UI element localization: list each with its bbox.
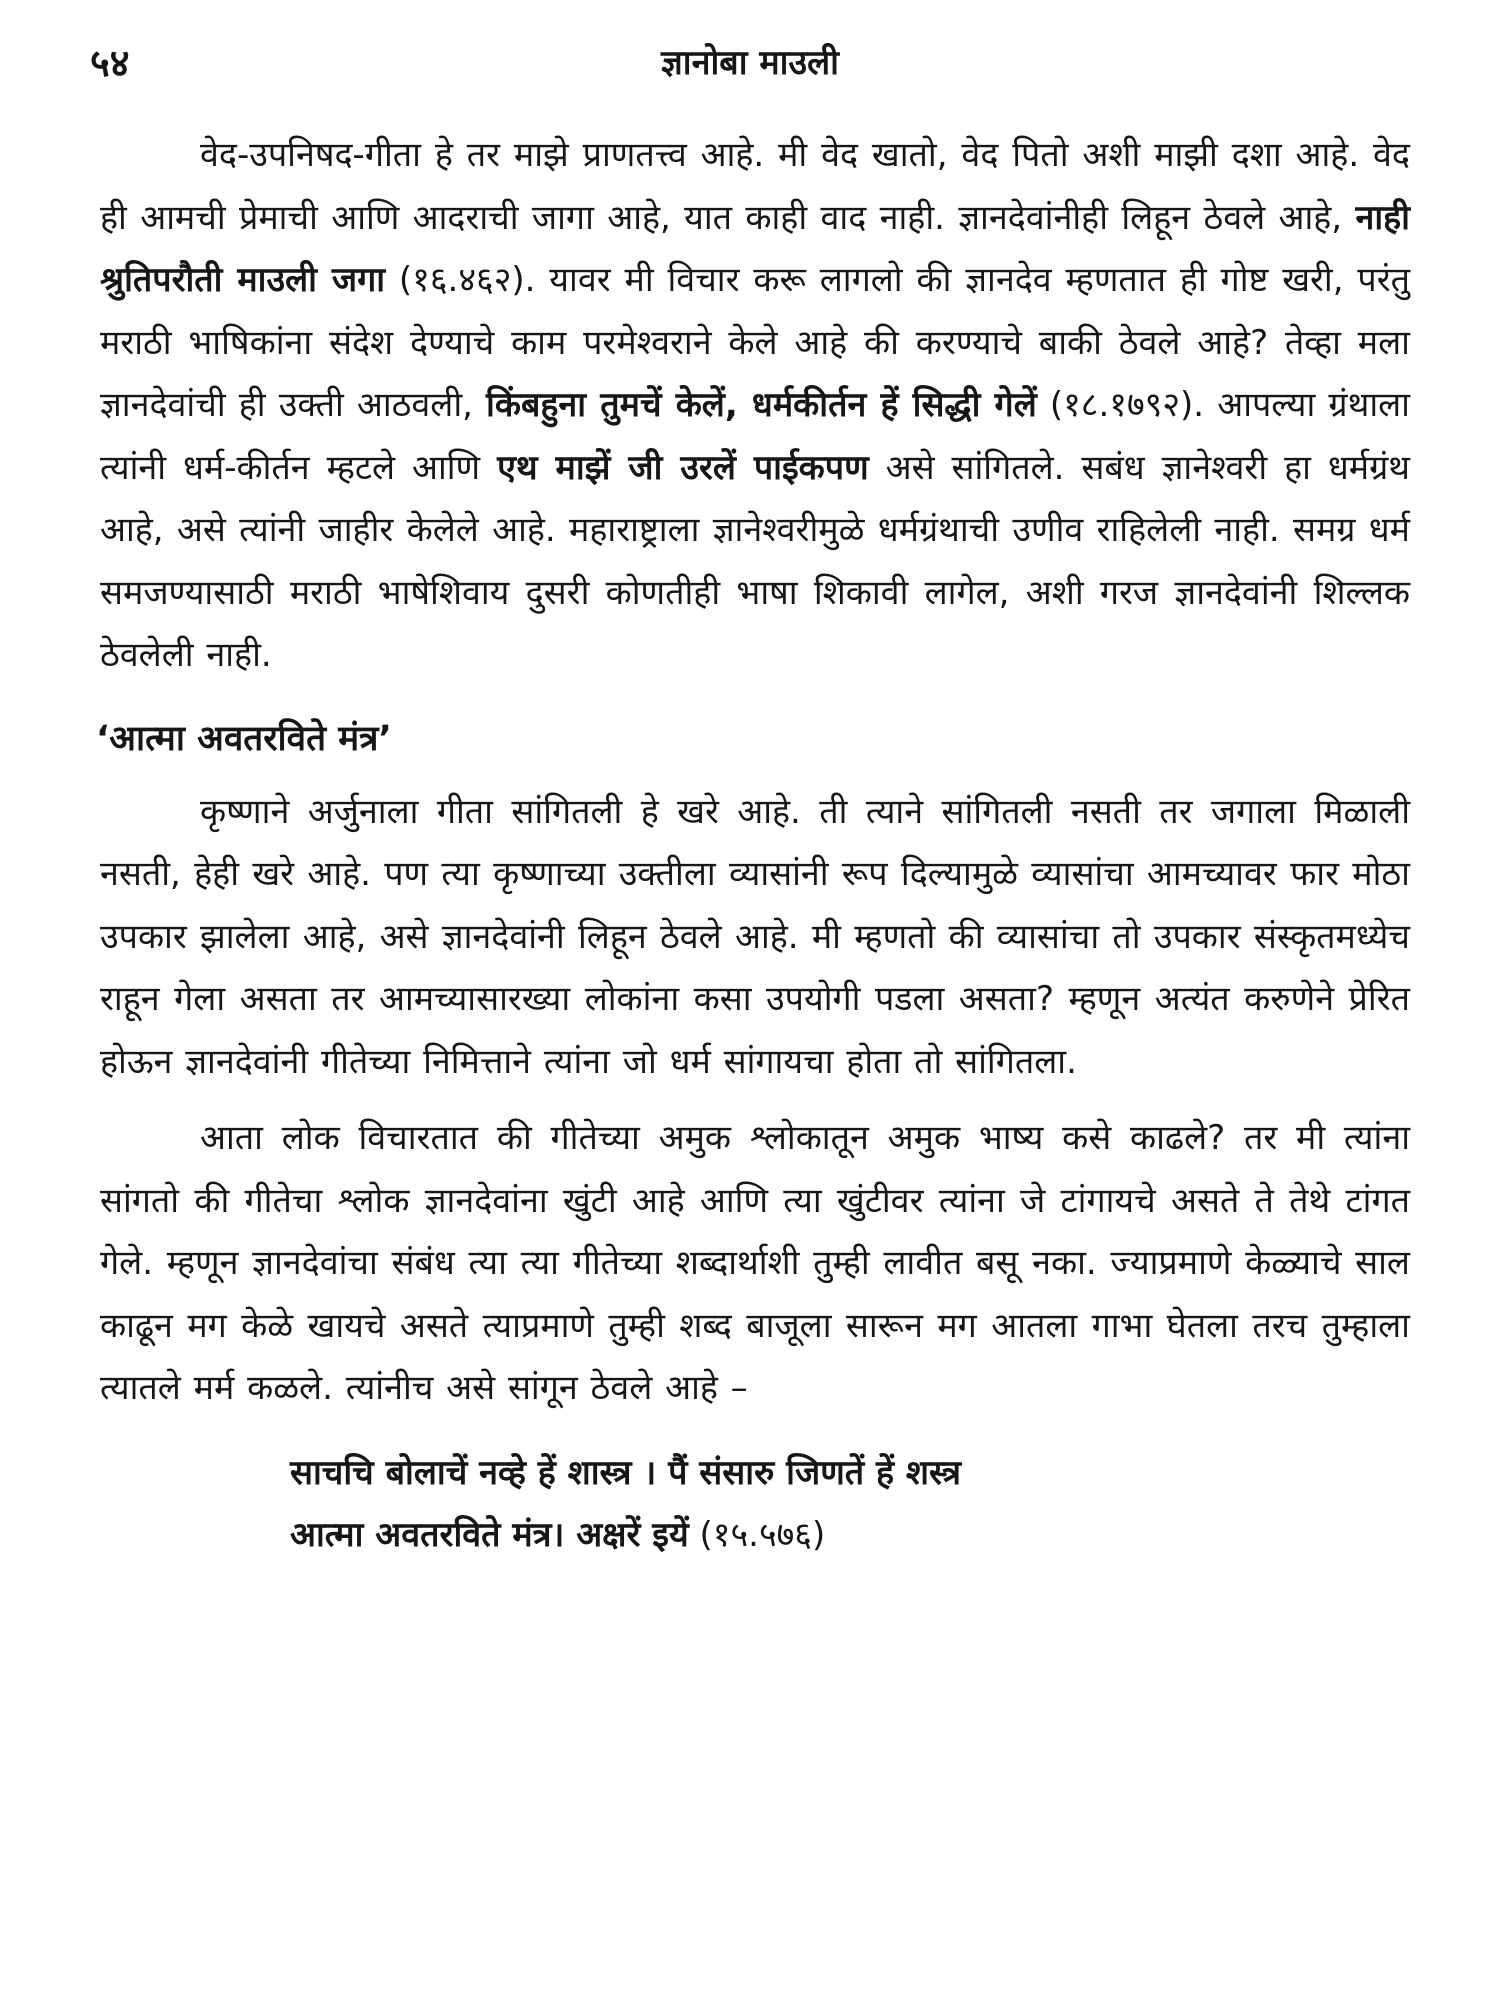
verse-line-2: आत्मा अवतरविते मंत्र। अक्षरें इयें	[290, 1514, 689, 1555]
page-number: ५४	[90, 41, 130, 85]
quote-shruti: नाही श्रुतिपरौती माउली जगा	[100, 197, 1410, 300]
quote-dharmakirtan: किंबहुना तुमचें केलें, धर्मकीर्तन हें सिद्धी गेलें	[486, 385, 1037, 425]
verse-reference: (१५.५७६)	[688, 1514, 826, 1555]
paragraph-3: आता लोक विचारतात की गीतेच्या अमुक श्लोकातून अमुक भाष्य कसे काढले? तर मी त्यांना सांगतो की गीतेचा श्लोक ज्ञानदेवांना खुंटी आहे आणि त्या खुंटीवर त्यांना जे टांगायचे असते ते तेथे टांगत गेले. म्हणून ज्ञानदेवांचा संबंध त्या त्या गीतेच्या शब्दार्थाशी तुम्ही लावीत बसू नका. ज्याप्रमाणे केळ्याचे साल काढून मग केळे खायचे असते त्याप्रमाणे तुम्ही शब्द बाजूला सारून मग आतला गाभा घेतला तरच तुम्हाला त्यातले मर्म कळले. त्यांनीच असे सांगून ठेवले आहे –	[100, 1118, 1410, 1408]
verse-quote	[100, 1442, 1410, 1566]
paragraph-1-text-c: (१८.१७९२). आपल्या ग्रंथाला त्यांनी धर्म-कीर्तन म्हटले आणि	[100, 385, 1410, 488]
paragraph-1-text-a: वेद-उपनिषद-गीता हे तर माझे प्राणतत्त्व आहे. मी वेद खातो, वेद पितो अशी माझी दशा आहे. वेद ही आमची प्रेमाची आणि आदराची जागा आहे, यात काही वाद नाही. ज्ञानदेवांनीही लिहून ठेवले आहे,	[100, 135, 1410, 238]
page-body	[96, 124, 1410, 1566]
paragraph-1-text-d: असे सांगितले. सबंध ज्ञानेश्वरी हा धर्मग्रंथ आहे, असे त्यांनी जाहीर केलेले आहे. महाराष्ट्राला ज्ञानेश्वरीमुळे धर्मग्रंथाची उणीव राहिलेली नाही. समग्र धर्म समजण्यासाठी मराठी भाषेशिवाय दुसरी कोणतीही भाषा शिकावी लागेल, अशी गरज ज्ञानदेवांनी शिल्लक ठेवलेली नाही.	[100, 447, 1410, 675]
quote-paikpan: एथ माझें जी उरलें पाईकपण	[497, 447, 869, 488]
verse-line-1: साचचि बोलाचें नव्हे हें शास्त्र । पैं संसारु जिणतें हें शस्त्र	[290, 1452, 962, 1493]
section-heading: ‘आत्मा अवतरविते मंत्र’	[96, 718, 392, 759]
paragraph-1-text-b: (१६.४६२). यावर मी विचार करू लागलो की ज्ञानदेव म्हणतात ही गोष्ट खरी, परंतु मराठी भाषिकांना संदेश देण्याचे काम परमेश्वराने केले आहे की करण्याचे बाकी ठेवले आहे? तेव्हा मला ज्ञानदेवांची ही उक्ती आठवली,	[100, 260, 1410, 425]
running-title: ज्ञानोबा माउली	[661, 43, 839, 83]
verse-line-2-wrapper	[290, 1504, 1410, 1566]
paragraph-1	[100, 124, 1410, 687]
paragraph-2: कृष्णाने अर्जुनाला गीता सांगितली हे खरे आहे. ती त्याने सांगितली नसती तर जगाला मिळाली नसती, हेही खरे आहे. पण त्या कृष्णाच्या उक्तीला व्यासांनी रूप दिल्यामुळे व्यासांचा आमच्यावर फार मोठा उपकार झालेला आहे, असे ज्ञानदेवांनी लिहून ठेवले आहे. मी म्हणतो की व्यासांचा तो उपकार संस्कृतमध्येच राहून गेला असता तर आमच्यासारख्या लोकांना कसा उपयोगी पडला असता? म्हणून अत्यंत करुणेने प्रेरित होऊन ज्ञानदेवांनी गीतेच्या निमित्ताने त्यांना जो धर्म सांगायचा होता तो सांगितला.	[100, 791, 1410, 1082]
